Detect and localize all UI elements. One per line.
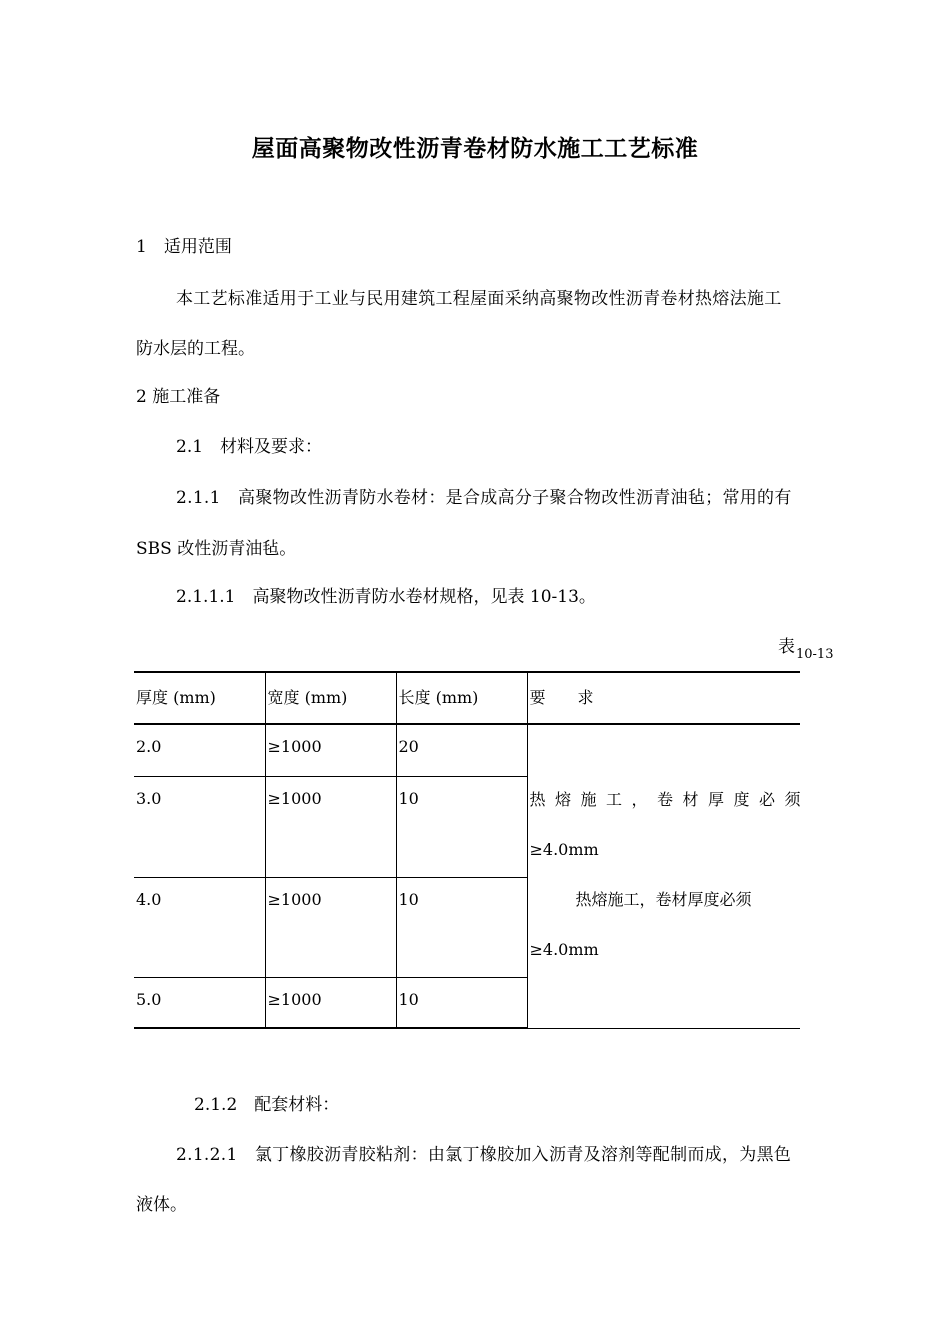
section-1-paragraph-line-2: 防水层的工程。 xyxy=(136,339,255,359)
table-caption xyxy=(778,632,834,662)
cell-width: ≥1000 xyxy=(265,877,396,977)
cell-width: ≥1000 xyxy=(265,776,396,877)
section-1-heading: 1 适用范围 xyxy=(136,237,232,257)
section-2-heading: 2 施工准备 xyxy=(136,387,221,407)
header-thickness: 厚度 (mm) xyxy=(134,672,265,724)
table-row xyxy=(134,724,800,776)
section-2-1-1-line-2: SBS 改性沥青油毡。 xyxy=(136,539,297,559)
requirement-line-2: ≥4.0mm xyxy=(529,840,599,859)
section-2-1-heading: 2.1 材料及要求： xyxy=(176,437,323,457)
section-2-1-2-heading: 2.1.2 配套材料： xyxy=(194,1095,340,1115)
cell-length: 10 xyxy=(396,977,527,1028)
spec-table xyxy=(134,671,811,1029)
document-title: 屋面高聚物改性沥青卷材防水施工工艺标准 xyxy=(251,135,699,162)
requirement-line-4: ≥4.0mm xyxy=(529,940,599,959)
section-2-1-2-1-line-1: 2.1.2.1 氯丁橡胶沥青胶粘剂：由氯丁橡胶加入沥青及溶剂等配制而成，为黑色 xyxy=(176,1145,792,1165)
header-width: 宽度 (mm) xyxy=(265,672,396,724)
cell-thickness: 4.0 xyxy=(134,877,265,977)
section-1-paragraph-line-1: 本工艺标准适用于工业与民用建筑工程屋面采纳高聚物改性沥青卷材热熔法施工 xyxy=(176,289,782,309)
section-2-1-1-1: 2.1.1.1 高聚物改性沥青防水卷材规格，见表 10-13。 xyxy=(176,587,596,607)
cell-width: ≥1000 xyxy=(265,724,396,776)
cell-length: 10 xyxy=(396,776,527,877)
cell-width: ≥1000 xyxy=(265,977,396,1028)
table-header-row xyxy=(134,672,800,724)
cell-length: 10 xyxy=(396,877,527,977)
cell-thickness: 3.0 xyxy=(134,776,265,877)
header-length: 长度 (mm) xyxy=(396,672,527,724)
cell-length: 20 xyxy=(396,724,527,776)
header-requirement: 要 求 xyxy=(527,672,800,724)
table-caption-number: 10-13 xyxy=(796,647,834,662)
cell-thickness: 5.0 xyxy=(134,977,265,1028)
cell-requirement xyxy=(527,724,811,1028)
section-2-1-1-line-1: 2.1.1 高聚物改性沥青防水卷材：是合成高分子聚合物改性沥青油毡；常用的有 xyxy=(176,488,792,508)
requirement-line-3: 热熔施工，卷材厚度必须 xyxy=(575,890,752,909)
requirement-line-1: 热熔施工，卷材厚度必须 xyxy=(529,790,811,809)
table-caption-label: 表 xyxy=(778,637,795,657)
section-2-1-2-1-line-2: 液体。 xyxy=(136,1195,187,1215)
cell-thickness: 2.0 xyxy=(134,724,265,776)
